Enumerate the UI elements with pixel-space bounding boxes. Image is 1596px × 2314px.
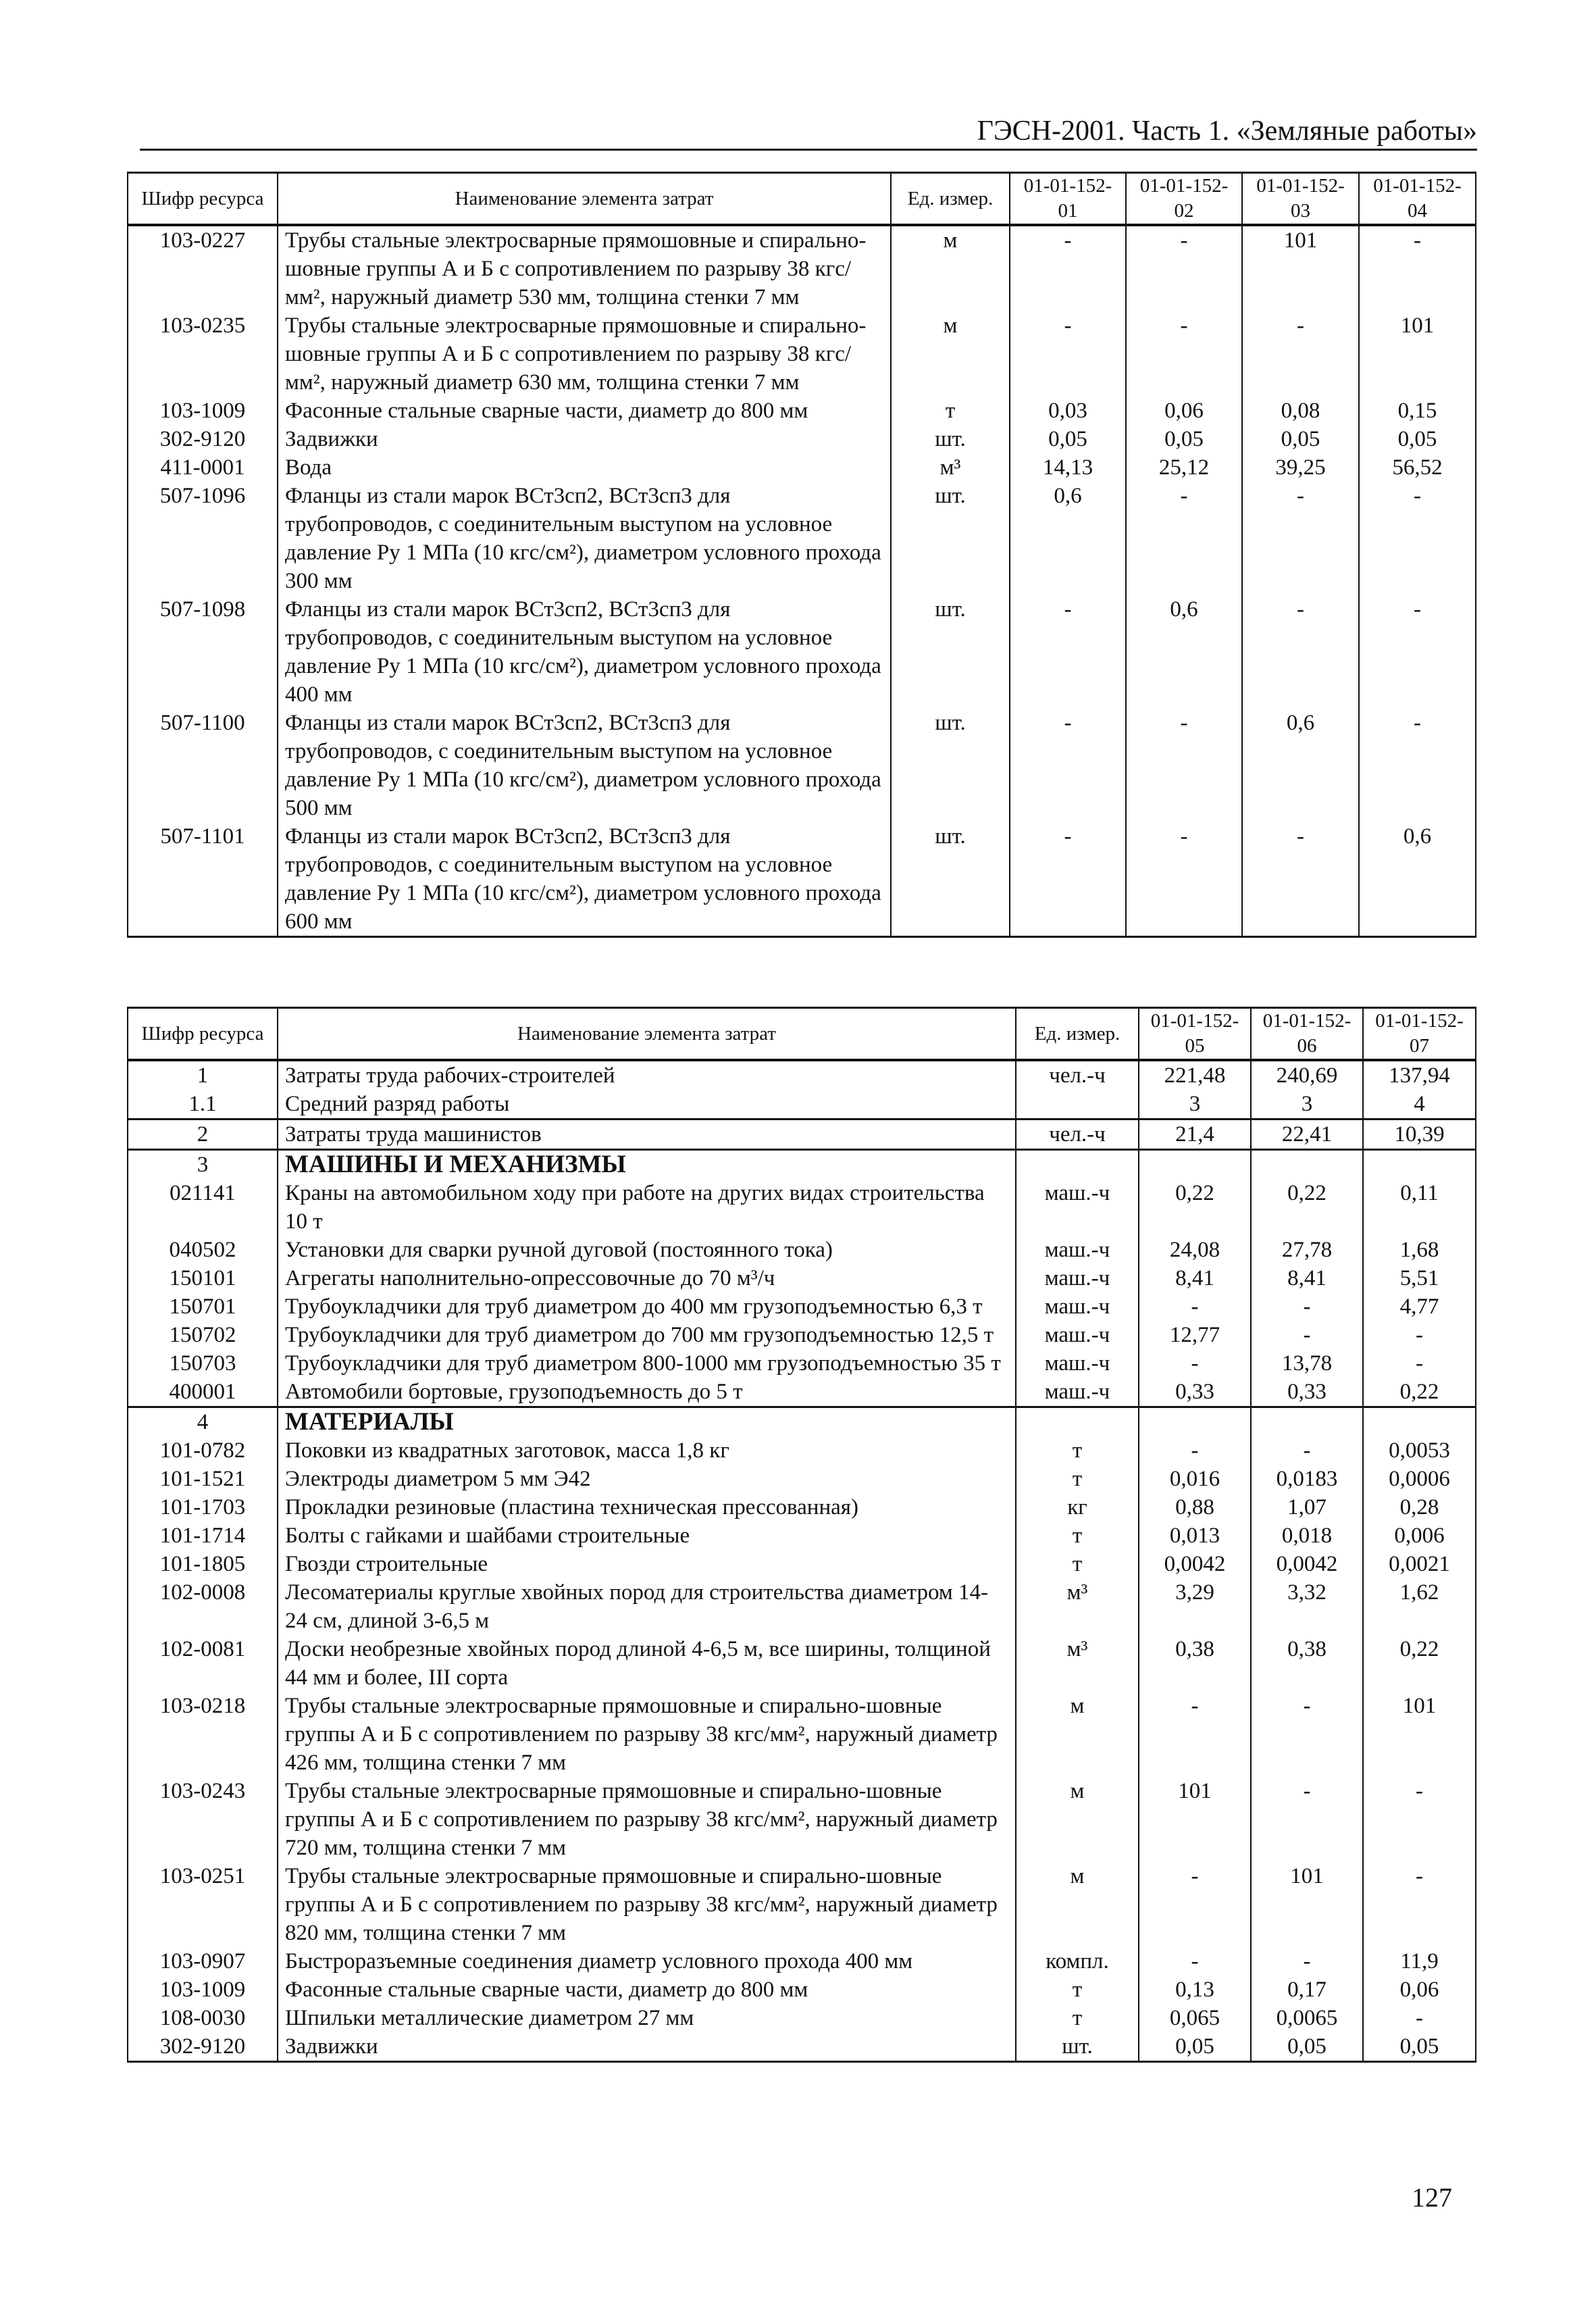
value-cell: 1,62 — [1363, 1578, 1476, 1635]
resource-unit: м — [1016, 1777, 1139, 1862]
resource-code: 021141 — [128, 1179, 278, 1236]
table-row — [128, 1976, 1476, 2004]
value-cell: 27,78 — [1251, 1236, 1363, 1264]
value-cell: - — [1359, 482, 1476, 595]
table1-header-row — [128, 173, 1476, 226]
col-header-01-01-152-01: 01-01-152-01 — [1010, 173, 1126, 226]
table-row — [128, 1236, 1476, 1264]
value-cell: 137,94 — [1363, 1060, 1476, 1090]
resource-unit: маш.-ч — [1016, 1292, 1139, 1321]
value-cell: 101 — [1242, 225, 1359, 311]
resource-name: Поковки из квадратных заготовок, масса 1,8 кг — [278, 1436, 1016, 1465]
table-row — [128, 1060, 1476, 1090]
value-cell: - — [1242, 822, 1359, 937]
table-row — [128, 397, 1476, 425]
table-row — [128, 1635, 1476, 1692]
resource-code: 4 — [128, 1407, 278, 1437]
resource-name: Трубоукладчики для труб диаметром до 700 мм грузоподъемностью 12,5 т — [278, 1321, 1016, 1349]
value-cell: 3,29 — [1139, 1578, 1251, 1635]
value-cell: 0,03 — [1010, 397, 1126, 425]
value-cell: 3 — [1139, 1090, 1251, 1120]
resource-code: 2 — [128, 1120, 278, 1150]
value-cell: 0,17 — [1251, 1976, 1363, 2004]
resource-unit — [1016, 1150, 1139, 1180]
resource-name: Трубы стальные электросварные прямошовные и спирально-шовные группы А и Б с сопротивлением по разрыву 38 кгс/мм², наружный диаметр 720 мм, толщина стенки 7 мм — [278, 1777, 1016, 1862]
table-row — [128, 453, 1476, 482]
resource-unit: маш.-ч — [1016, 1349, 1139, 1378]
value-cell — [1251, 1150, 1363, 1180]
resource-name: Быстроразъемные соединения диаметр условного прохода 400 мм — [278, 1947, 1016, 1976]
resource-unit: т — [1016, 2004, 1139, 2032]
value-cell: 0,6 — [1126, 595, 1242, 709]
resource-unit — [1016, 1407, 1139, 1437]
value-cell: 0,016 — [1139, 1465, 1251, 1493]
value-cell: 0,0065 — [1251, 2004, 1363, 2032]
value-cell: 0,05 — [1242, 425, 1359, 453]
value-cell: 0,0006 — [1363, 1465, 1476, 1493]
resource-unit: м — [1016, 1862, 1139, 1947]
value-cell: 101 — [1363, 1692, 1476, 1777]
value-cell: 0,33 — [1139, 1378, 1251, 1407]
resource-name: Фланцы из стали марок ВСт3сп2, ВСт3сп3 для трубопроводов, с соединительным выступом на условное давление Ру 1 МПа (10 кгс/см²), диаметром условного прохода 400 мм — [278, 595, 891, 709]
value-cell: 0,88 — [1139, 1493, 1251, 1521]
resource-unit: чел.-ч — [1016, 1120, 1139, 1150]
value-cell: 0,06 — [1126, 397, 1242, 425]
resource-code: 103-0243 — [128, 1777, 278, 1862]
table-row — [128, 1862, 1476, 1947]
resource-code: 103-0907 — [128, 1947, 278, 1976]
col-header-unit: Ед. измер. — [891, 173, 1010, 226]
value-cell: 0,006 — [1363, 1521, 1476, 1550]
value-cell: 5,51 — [1363, 1264, 1476, 1292]
value-cell: - — [1363, 2004, 1476, 2032]
resource-code: 3 — [128, 1150, 278, 1180]
value-cell: - — [1139, 1292, 1251, 1321]
table-row — [128, 225, 1476, 311]
value-cell: - — [1251, 1947, 1363, 1976]
resource-name: Краны на автомобильном ходу при работе на других видах строительства 10 т — [278, 1179, 1016, 1236]
value-cell: - — [1363, 1777, 1476, 1862]
resource-table-1 — [127, 172, 1476, 938]
resource-unit — [1016, 1090, 1139, 1120]
resource-code: 302-9120 — [128, 2032, 278, 2061]
resource-unit: м³ — [1016, 1578, 1139, 1635]
resource-name: Вода — [278, 453, 891, 482]
resource-code: 411-0001 — [128, 453, 278, 482]
value-cell: 0,013 — [1139, 1521, 1251, 1550]
resource-name: Задвижки — [278, 425, 891, 453]
col-header-01-01-152-03: 01-01-152-03 — [1242, 173, 1359, 226]
table-row — [128, 1521, 1476, 1550]
value-cell: 39,25 — [1242, 453, 1359, 482]
value-cell: - — [1139, 1349, 1251, 1378]
value-cell: 0,22 — [1251, 1179, 1363, 1236]
value-cell: 3,32 — [1251, 1578, 1363, 1635]
value-cell: - — [1242, 482, 1359, 595]
resource-code: 150703 — [128, 1349, 278, 1378]
resource-name: Болты с гайками и шайбами строительные — [278, 1521, 1016, 1550]
value-cell: 0,33 — [1251, 1378, 1363, 1407]
value-cell: - — [1126, 482, 1242, 595]
value-cell: 14,13 — [1010, 453, 1126, 482]
table2-header-row — [128, 1008, 1476, 1061]
resource-unit: т — [1016, 1976, 1139, 2004]
resource-unit: т — [1016, 1521, 1139, 1550]
resource-unit: т — [1016, 1436, 1139, 1465]
resource-code: 1.1 — [128, 1090, 278, 1120]
col-header-01-01-152-05: 01-01-152-05 — [1139, 1008, 1251, 1061]
table-row — [128, 311, 1476, 397]
resource-code: 150701 — [128, 1292, 278, 1321]
value-cell: - — [1139, 1436, 1251, 1465]
resource-code: 507-1100 — [128, 709, 278, 822]
resource-name: Электроды диаметром 5 мм Э42 — [278, 1465, 1016, 1493]
value-cell: 11,9 — [1363, 1947, 1476, 1976]
value-cell: 0,6 — [1242, 709, 1359, 822]
value-cell: - — [1251, 1692, 1363, 1777]
resource-code: 101-1805 — [128, 1550, 278, 1578]
resource-name: Фланцы из стали марок ВСт3сп2, ВСт3сп3 для трубопроводов, с соединительным выступом на условное давление Ру 1 МПа (10 кгс/см²), диаметром условного прохода 600 мм — [278, 822, 891, 937]
value-cell: - — [1139, 1692, 1251, 1777]
value-cell: 4,77 — [1363, 1292, 1476, 1321]
resource-name: Трубоукладчики для труб диаметром до 400 мм грузоподъемностью 6,3 т — [278, 1292, 1016, 1321]
value-cell: 0,05 — [1359, 425, 1476, 453]
resource-name: Трубы стальные электросварные прямошовные и спирально-шовные группы А и Б с сопротивлением по разрыву 38 кгс/мм², наружный диаметр 630 мм, толщина стенки 7 мм — [278, 311, 891, 397]
col-header-name: Наименование элемента затрат — [278, 1008, 1016, 1061]
resource-code: 103-1009 — [128, 1976, 278, 2004]
resource-name: Лесоматериалы круглые хвойных пород для строительства диаметром 14-24 см, длиной 3-6,5 м — [278, 1578, 1016, 1635]
resource-unit: маш.-ч — [1016, 1236, 1139, 1264]
value-cell: - — [1126, 311, 1242, 397]
value-cell: 0,6 — [1359, 822, 1476, 937]
value-cell: - — [1010, 709, 1126, 822]
resource-unit: маш.-ч — [1016, 1264, 1139, 1292]
resource-unit: м — [891, 311, 1010, 397]
resource-unit: маш.-ч — [1016, 1179, 1139, 1236]
table-row — [128, 822, 1476, 937]
value-cell: 22,41 — [1251, 1120, 1363, 1150]
resource-code: 101-1714 — [128, 1521, 278, 1550]
resource-code: 302-9120 — [128, 425, 278, 453]
resource-name: Средний разряд работы — [278, 1090, 1016, 1120]
value-cell: - — [1126, 822, 1242, 937]
value-cell: - — [1242, 311, 1359, 397]
header-rule — [140, 149, 1477, 151]
resource-code: 507-1096 — [128, 482, 278, 595]
resource-table-2 — [127, 1007, 1476, 2063]
value-cell: 0,11 — [1363, 1179, 1476, 1236]
section-row-machines — [128, 1150, 1476, 1180]
resource-name: Затраты труда рабочих-строителей — [278, 1060, 1016, 1090]
page-number: 127 — [1412, 2182, 1452, 2213]
table-row — [128, 1378, 1476, 1407]
value-cell: 0,018 — [1251, 1521, 1363, 1550]
table-row — [128, 482, 1476, 595]
resource-code: 101-1521 — [128, 1465, 278, 1493]
value-cell: 10,39 — [1363, 1120, 1476, 1150]
value-cell: - — [1251, 1777, 1363, 1862]
col-header-name: Наименование элемента затрат — [278, 173, 891, 226]
value-cell — [1363, 1150, 1476, 1180]
resource-name: Гвозди строительные — [278, 1550, 1016, 1578]
value-cell: 25,12 — [1126, 453, 1242, 482]
table-row — [128, 1349, 1476, 1378]
resource-unit: маш.-ч — [1016, 1321, 1139, 1349]
table-row — [128, 1465, 1476, 1493]
resource-code — [128, 2061, 278, 2062]
value-cell: 0,05 — [1126, 425, 1242, 453]
value-cell: 21,4 — [1139, 1120, 1251, 1150]
resource-code: 103-0235 — [128, 311, 278, 397]
value-cell — [1139, 2061, 1251, 2062]
resource-code: 040502 — [128, 1236, 278, 1264]
resource-code: 103-0227 — [128, 225, 278, 311]
resource-code: 507-1101 — [128, 822, 278, 937]
value-cell: 3 — [1251, 1090, 1363, 1120]
value-cell: 0,38 — [1251, 1635, 1363, 1692]
resource-unit: шт. — [891, 709, 1010, 822]
resource-name: Прокладки резиновые (пластина техническая прессованная) — [278, 1493, 1016, 1521]
value-cell: 1,07 — [1251, 1493, 1363, 1521]
table-row — [128, 1493, 1476, 1521]
resource-code: 507-1098 — [128, 595, 278, 709]
resource-name: Шпильки металлические диаметром 27 мм — [278, 2004, 1016, 2032]
resource-name: Трубы стальные электросварные прямошовные и спирально-шовные группы А и Б с сопротивлением по разрыву 38 кгс/мм², наружный диаметр 426 мм, толщина стенки 7 мм — [278, 1692, 1016, 1777]
table-row — [128, 2032, 1476, 2061]
col-header-01-01-152-07: 01-01-152-07 — [1363, 1008, 1476, 1061]
resource-unit: чел.-ч — [1016, 1060, 1139, 1090]
value-cell: 0,05 — [1139, 2032, 1251, 2061]
resource-code: 102-0008 — [128, 1578, 278, 1635]
value-cell: 240,69 — [1251, 1060, 1363, 1090]
value-cell: 101 — [1251, 1862, 1363, 1947]
resource-name: Трубы стальные электросварные прямошовные и спирально-шовные группы А и Б с сопротивлением по разрыву 38 кгс/мм², наружный диаметр 530 мм, толщина стенки 7 мм — [278, 225, 891, 311]
table-row — [128, 1578, 1476, 1635]
resource-name: Трубы стальные электросварные прямошовные и спирально-шовные группы А и Б с сопротивлением по разрыву 38 кгс/мм², наружный диаметр 820 мм, толщина стенки 7 мм — [278, 1862, 1016, 1947]
value-cell: - — [1010, 822, 1126, 937]
resource-name: Доски необрезные хвойных пород длиной 4-6,5 м, все ширины, толщиной 44 мм и более, III сорта — [278, 1635, 1016, 1692]
value-cell: 221,48 — [1139, 1060, 1251, 1090]
table-row — [128, 425, 1476, 453]
resource-code: 1 — [128, 1060, 278, 1090]
resource-unit: шт. — [891, 595, 1010, 709]
value-cell: - — [1126, 225, 1242, 311]
value-cell: 0,065 — [1139, 2004, 1251, 2032]
resource-unit: шт. — [891, 482, 1010, 595]
value-cell: 4 — [1363, 1090, 1476, 1120]
table-row — [128, 1777, 1476, 1862]
value-cell: 0,22 — [1363, 1635, 1476, 1692]
value-cell: 24,08 — [1139, 1236, 1251, 1264]
resource-name: Установки для сварки ручной дуговой (постоянного тока) — [278, 1236, 1016, 1264]
value-cell: - — [1359, 709, 1476, 822]
resource-unit: м — [891, 225, 1010, 311]
value-cell — [1363, 2061, 1476, 2062]
table-row — [128, 1264, 1476, 1292]
value-cell: 101 — [1139, 1777, 1251, 1862]
resource-name: Трубоукладчики для труб диаметром 800-1000 мм грузоподъемностью 35 т — [278, 1349, 1016, 1378]
resource-unit: т — [1016, 1550, 1139, 1578]
value-cell: 0,05 — [1363, 2032, 1476, 2061]
value-cell: - — [1010, 311, 1126, 397]
value-cell — [1139, 1150, 1251, 1180]
value-cell: - — [1359, 595, 1476, 709]
resource-unit — [1016, 2061, 1139, 2062]
value-cell: 0,05 — [1251, 2032, 1363, 2061]
resource-name: Задвижки — [278, 2032, 1016, 2061]
col-header-code: Шифр ресурса — [128, 173, 278, 226]
table-row — [128, 1292, 1476, 1321]
value-cell: - — [1363, 1862, 1476, 1947]
value-cell: 0,0053 — [1363, 1436, 1476, 1465]
resource-unit: м — [1016, 1692, 1139, 1777]
resource-name: Фасонные стальные сварные части, диаметр до 800 мм — [278, 1976, 1016, 2004]
resource-unit: шт. — [1016, 2032, 1139, 2061]
resource-name: Фланцы из стали марок ВСт3сп2, ВСт3сп3 для трубопроводов, с соединительным выступом на условное давление Ру 1 МПа (10 кгс/см²), диаметром условного прохода 500 мм — [278, 709, 891, 822]
resource-code: 103-0251 — [128, 1862, 278, 1947]
resource-code: 103-0218 — [128, 1692, 278, 1777]
resource-name: Фланцы из стали марок ВСт3сп2, ВСт3сп3 для трубопроводов, с соединительным выступом на условное давление Ру 1 МПа (10 кгс/см²), диаметром условного прохода 300 мм — [278, 482, 891, 595]
value-cell: - — [1363, 1321, 1476, 1349]
table-row — [128, 2061, 1476, 2062]
col-header-01-01-152-04: 01-01-152-04 — [1359, 173, 1476, 226]
value-cell: - — [1139, 1862, 1251, 1947]
section-title: МАШИНЫ И МЕХАНИЗМЫ — [278, 1150, 1016, 1180]
table-row — [128, 1179, 1476, 1236]
resource-unit: т — [1016, 1465, 1139, 1493]
resource-code: 101-0782 — [128, 1436, 278, 1465]
value-cell: 12,77 — [1139, 1321, 1251, 1349]
col-header-01-01-152-06: 01-01-152-06 — [1251, 1008, 1363, 1061]
table-row — [128, 1692, 1476, 1777]
value-cell: 8,41 — [1139, 1264, 1251, 1292]
value-cell: - — [1010, 595, 1126, 709]
resource-name: Агрегаты наполнительно-опрессовочные до 70 м³/ч — [278, 1264, 1016, 1292]
resource-code: 108-0030 — [128, 2004, 278, 2032]
value-cell: - — [1359, 225, 1476, 311]
col-header-01-01-152-02: 01-01-152-02 — [1126, 173, 1242, 226]
value-cell: 0,0183 — [1251, 1465, 1363, 1493]
table-row — [128, 709, 1476, 822]
value-cell: 56,52 — [1359, 453, 1476, 482]
value-cell: 0,22 — [1363, 1378, 1476, 1407]
value-cell: 8,41 — [1251, 1264, 1363, 1292]
value-cell: - — [1010, 225, 1126, 311]
resource-code: 400001 — [128, 1378, 278, 1407]
section-title: МАТЕРИАЛЫ — [278, 1407, 1016, 1437]
resource-unit: м³ — [1016, 1635, 1139, 1692]
value-cell: - — [1251, 1436, 1363, 1465]
value-cell: 0,38 — [1139, 1635, 1251, 1692]
resource-name — [278, 2061, 1016, 2062]
value-cell: - — [1251, 1292, 1363, 1321]
value-cell: 101 — [1359, 311, 1476, 397]
document-header: ГЭСН-2001. Часть 1. «Земляные работы» — [977, 116, 1477, 147]
value-cell: 1,68 — [1363, 1236, 1476, 1264]
col-header-unit: Ед. измер. — [1016, 1008, 1139, 1061]
table-row — [128, 1120, 1476, 1150]
table-row — [128, 2004, 1476, 2032]
resource-unit: шт. — [891, 425, 1010, 453]
value-cell: 0,15 — [1359, 397, 1476, 425]
resource-code: 150101 — [128, 1264, 278, 1292]
resource-unit: компл. — [1016, 1947, 1139, 1976]
value-cell: 0,13 — [1139, 1976, 1251, 2004]
table-row — [128, 1090, 1476, 1120]
table-row — [128, 1550, 1476, 1578]
table-row — [128, 595, 1476, 709]
resource-name: Автомобили бортовые, грузоподъемность до 5 т — [278, 1378, 1016, 1407]
value-cell: 0,0042 — [1251, 1550, 1363, 1578]
col-header-code: Шифр ресурса — [128, 1008, 278, 1061]
resource-unit: м³ — [891, 453, 1010, 482]
resource-code: 101-1703 — [128, 1493, 278, 1521]
value-cell — [1363, 1407, 1476, 1437]
section-row-materials — [128, 1407, 1476, 1437]
value-cell: - — [1139, 1947, 1251, 1976]
value-cell: - — [1242, 595, 1359, 709]
resource-code: 150702 — [128, 1321, 278, 1349]
value-cell: - — [1251, 1321, 1363, 1349]
resource-name: Фасонные стальные сварные части, диаметр до 800 мм — [278, 397, 891, 425]
resource-code: 102-0081 — [128, 1635, 278, 1692]
value-cell: - — [1126, 709, 1242, 822]
value-cell — [1251, 1407, 1363, 1437]
value-cell: 0,05 — [1010, 425, 1126, 453]
resource-code: 103-1009 — [128, 397, 278, 425]
value-cell: 0,6 — [1010, 482, 1126, 595]
value-cell: 0,06 — [1363, 1976, 1476, 2004]
table-row — [128, 1947, 1476, 1976]
resource-unit: т — [891, 397, 1010, 425]
value-cell: 0,0021 — [1363, 1550, 1476, 1578]
value-cell: 0,22 — [1139, 1179, 1251, 1236]
value-cell: - — [1363, 1349, 1476, 1378]
resource-unit: маш.-ч — [1016, 1378, 1139, 1407]
value-cell: 0,08 — [1242, 397, 1359, 425]
value-cell — [1251, 2061, 1363, 2062]
resource-unit: шт. — [891, 822, 1010, 937]
table-row — [128, 1436, 1476, 1465]
value-cell: 0,0042 — [1139, 1550, 1251, 1578]
value-cell — [1139, 1407, 1251, 1437]
table-row — [128, 1321, 1476, 1349]
resource-unit: кг — [1016, 1493, 1139, 1521]
value-cell: 0,28 — [1363, 1493, 1476, 1521]
resource-name: Затраты труда машинистов — [278, 1120, 1016, 1150]
value-cell: 13,78 — [1251, 1349, 1363, 1378]
